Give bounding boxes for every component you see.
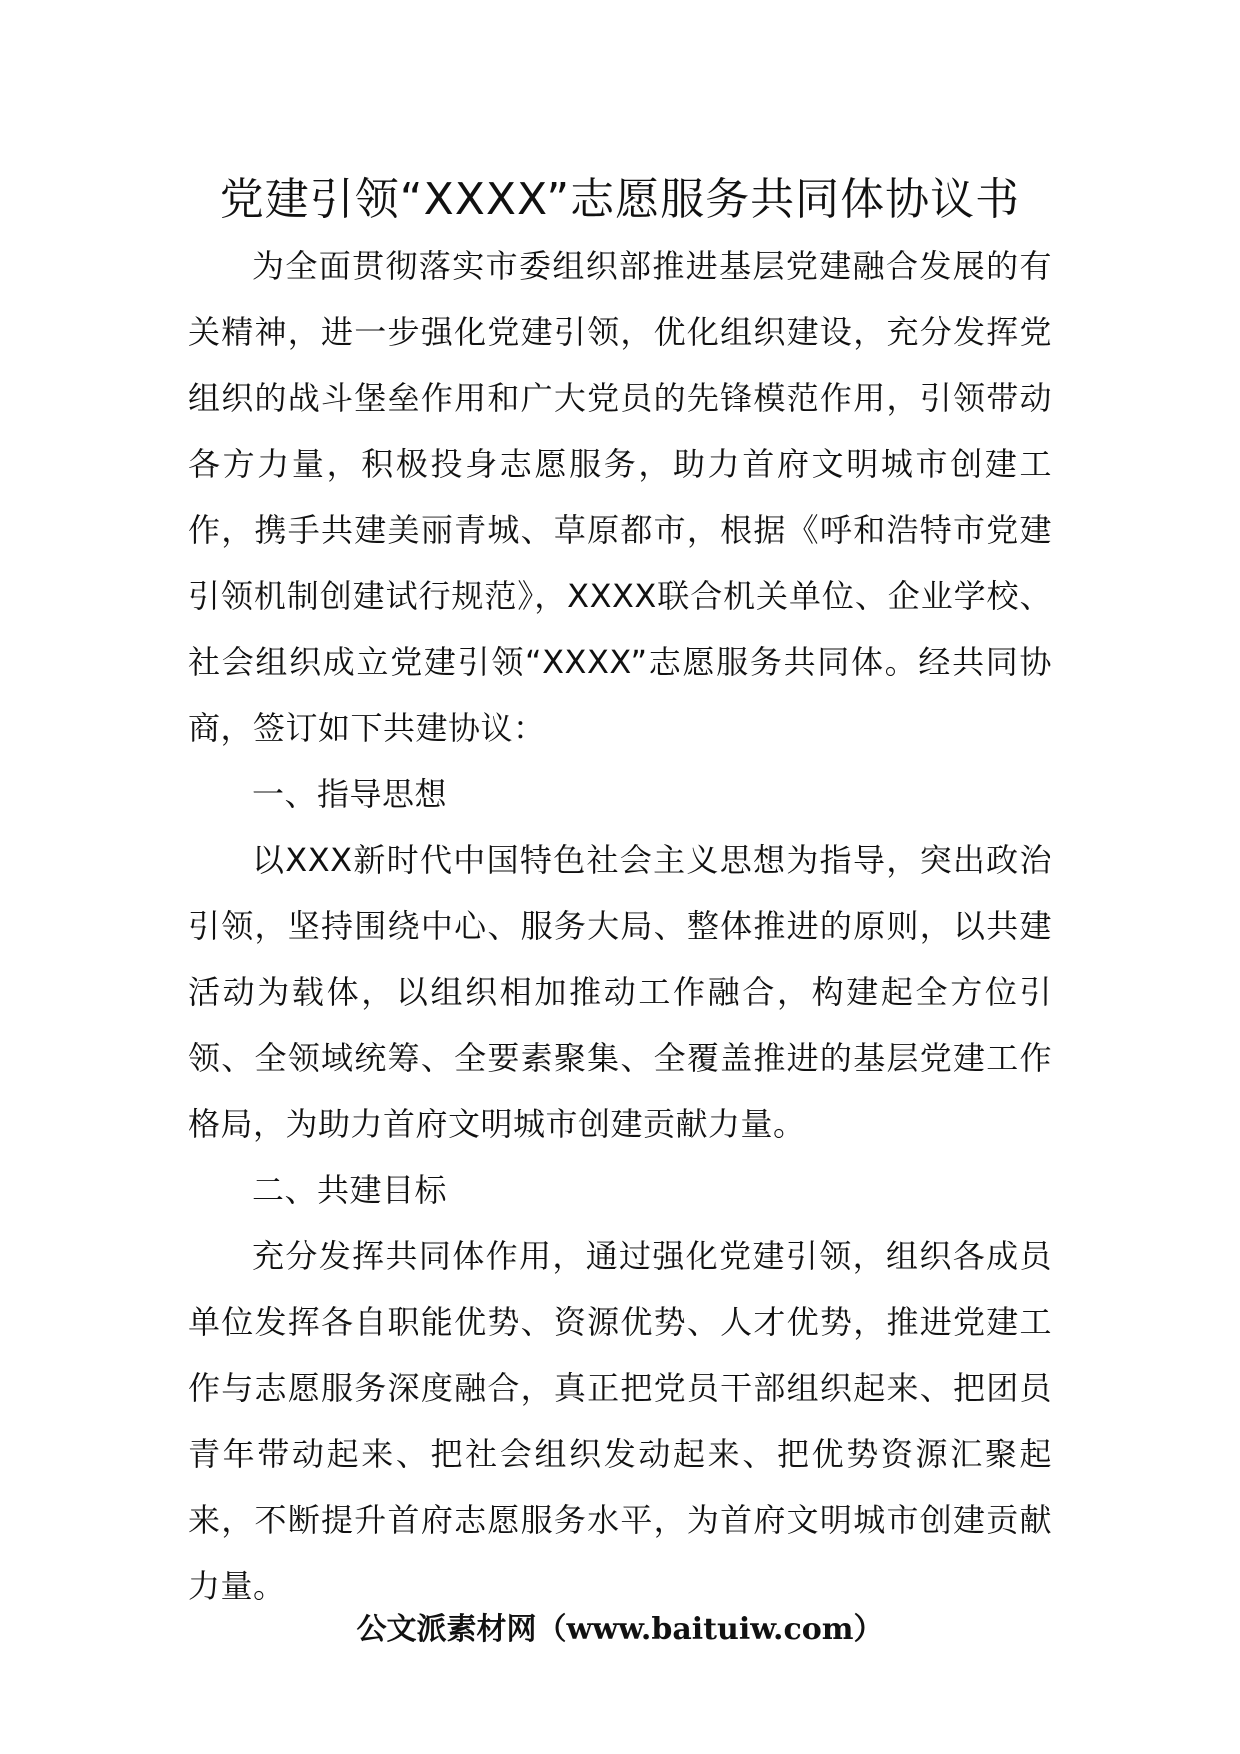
source-footer: 公文派素材网（www.baituiw.com） [356,1612,884,1647]
document-body [188,233,1052,1619]
section-heading-goals: 二、共建目标 [252,1171,448,1209]
guiding-ideology-paragraph: 以XXX新时代中国特色社会主义思想为指导，突出政治引领，坚持围绕中心、服务大局、整体推进的原则，以共建活动为载体，以组织相加推动工作融合，构建起全方位引领、全领域统筹、全要素聚集、全覆盖推进的基层党建工作格局，为助力首府文明城市创建贡献力量。 [188,841,1052,1143]
intro-paragraph: 为全面贯彻落实市委组织部推进基层党建融合发展的有关精神，进一步强化党建引领，优化组织建设，充分发挥党组织的战斗堡垒作用和广大党员的先锋模范作用，引领带动各方力量，积极投身志愿服务，助力首府文明城市创建工作，携手共建美丽青城、草原都市，根据《呼和浩特市党建引领机制创建试行规范》，XXXX联合机关单位、企业学校、社会组织成立党建引领“XXXX”志愿服务共同体。经共同协商，签订如下共建协议： [188,247,1052,747]
section-heading-guiding-ideology: 一、指导思想 [252,775,448,813]
document-title: 党建引领“XXXX”志愿服务共同体协议书 [219,174,1021,225]
goals-paragraph: 充分发挥共同体作用，通过强化党建引领，组织各成员单位发挥各自职能优势、资源优势、人才优势，推进党建工作与志愿服务深度融合，真正把党员干部组织起来、把团员青年带动起来、把社会组织发动起来、把优势资源汇聚起来，不断提升首府志愿服务水平，为首府文明城市创建贡献力量。 [188,1237,1052,1605]
